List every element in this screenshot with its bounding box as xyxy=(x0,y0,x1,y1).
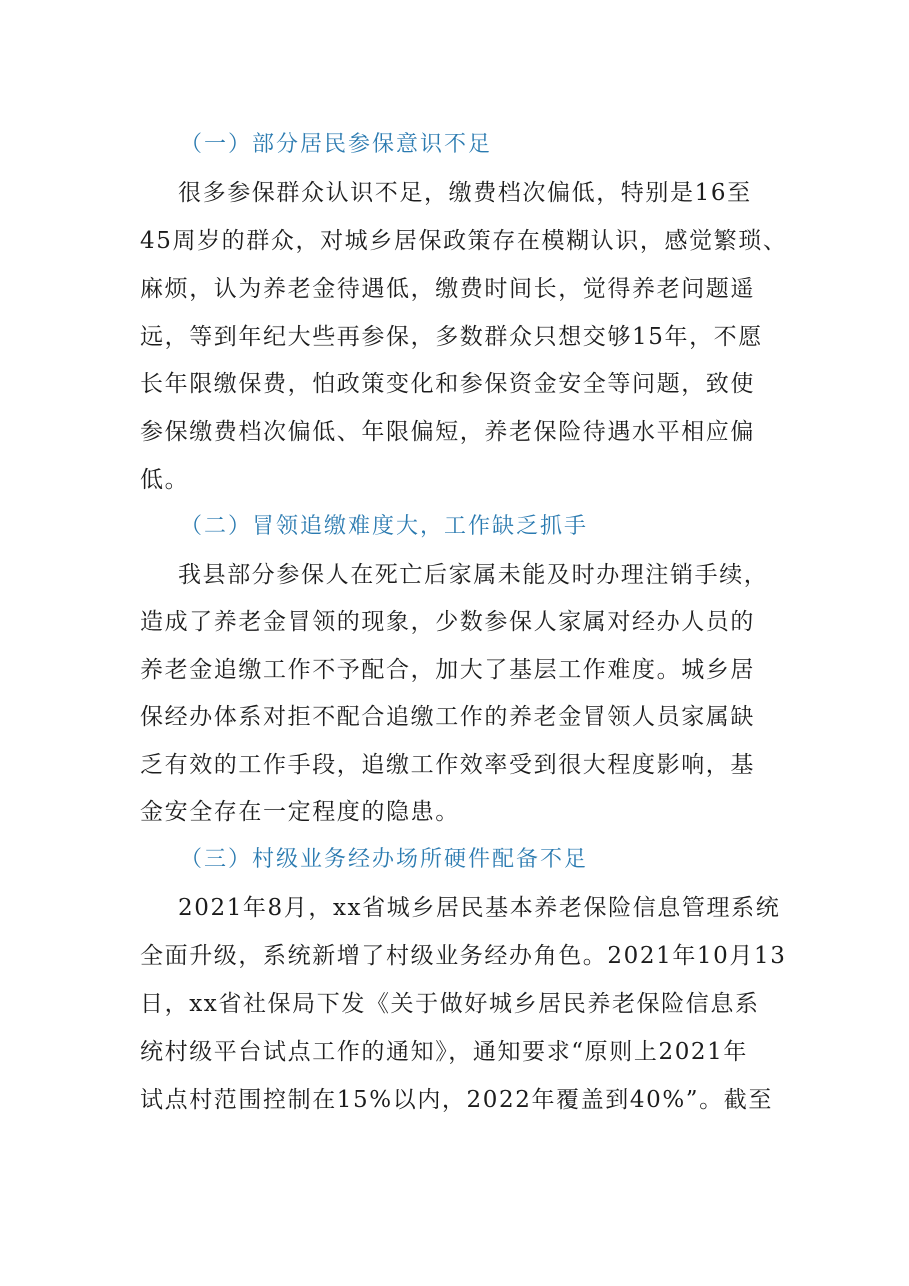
paragraph-line: 全面升级，系统新增了村级业务经办角色。2021年10月13 xyxy=(140,943,787,969)
paragraph-line: 统村级平台试点工作的通知》，通知要求“原则上2021年 xyxy=(140,1039,748,1065)
paragraph-line: 远，等到年纪大些再参保，多数群众只想交够15年，不愿 xyxy=(140,324,763,350)
section-heading-2: （二）冒领追缴难度大，工作缺乏抓手 xyxy=(180,514,589,539)
section-heading-3: （三）村级业务经办场所硬件配备不足 xyxy=(180,847,589,872)
paragraph-line: 养老金追缴工作不予配合，加大了基层工作难度。城乡居 xyxy=(140,657,755,683)
section-heading-1: （一）部分居民参保意识不足 xyxy=(180,132,493,157)
paragraph-line: 乏有效的工作手段，追缴工作效率受到很大程度影响，基 xyxy=(140,752,755,778)
paragraph-line: 造成了养老金冒领的现象，少数参保人家属对经办人员的 xyxy=(140,609,755,635)
paragraph-line: 2021年8月，xx省城乡居民基本养老保险信息管理系统 xyxy=(178,895,781,921)
paragraph-line: 很多参保群众认识不足，缴费档次偏低，特别是16至 xyxy=(178,180,752,206)
paragraph-line: 低。 xyxy=(140,467,190,493)
paragraph-line: 长年限缴保费，怕政策变化和参保资金安全等问题，致使 xyxy=(140,371,755,397)
paragraph-line: 日，xx省社保局下发《关于做好城乡居民养老保险信息系 xyxy=(140,991,760,1017)
paragraph-line: 45周岁的群众，对城乡居保政策存在模糊认识，感觉繁琐、 xyxy=(140,228,788,254)
paragraph-line: 金安全存在一定程度的隐患。 xyxy=(140,799,460,825)
paragraph-line: 麻烦，认为养老金待遇低，缴费时间长，觉得养老问题遥 xyxy=(140,276,755,302)
paragraph-line: 保经办体系对拒不配合追缴工作的养老金冒领人员家属缺 xyxy=(140,704,755,730)
paragraph-line: 我县部分参保人在死亡后家属未能及时办理注销手续， xyxy=(178,562,769,588)
paragraph-line: 参保缴费档次偏低、年限偏短，养老保险待遇水平相应偏 xyxy=(140,419,755,445)
paragraph-line: 试点村范围控制在15%以内，2022年覆盖到40%”。截至 xyxy=(140,1087,773,1113)
